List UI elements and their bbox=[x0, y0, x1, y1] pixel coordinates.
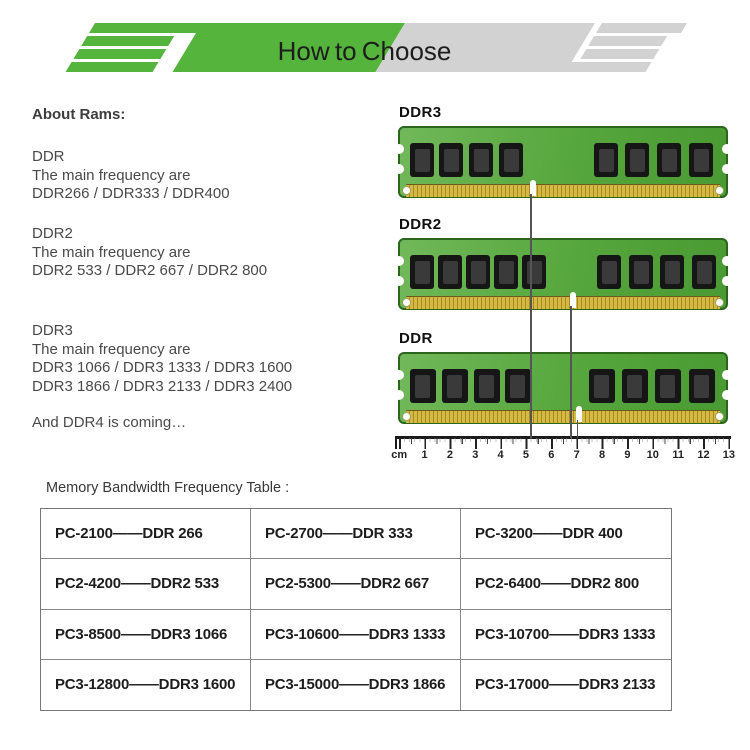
ddr3-line: The main frequency are bbox=[32, 340, 191, 358]
ddr2-line: DDR2 533 / DDR2 667 / DDR2 800 bbox=[32, 262, 268, 279]
green-stripe bbox=[81, 36, 174, 46]
mounting-hole bbox=[402, 412, 411, 421]
mounting-hole bbox=[715, 186, 724, 195]
table-cell: PC3-10700——DDR3 1333 bbox=[461, 610, 671, 660]
ddr3-module-image bbox=[398, 126, 728, 198]
mounting-hole bbox=[402, 186, 411, 195]
table-cell: PC2-4200——DDR2 533 bbox=[41, 559, 251, 609]
ddr2-module-image bbox=[398, 238, 728, 310]
table-cell: PC-3200——DDR 400 bbox=[461, 509, 671, 559]
green-stripe bbox=[66, 62, 159, 72]
ddr-notch-pointer-line bbox=[577, 420, 579, 438]
green-stripe bbox=[73, 49, 166, 59]
mounting-hole bbox=[715, 298, 724, 307]
header-banner bbox=[0, 0, 750, 100]
ddr-module-image bbox=[398, 352, 728, 424]
ddr3-section bbox=[32, 322, 292, 396]
table-cell: PC3-10600——DDR3 1333 bbox=[251, 610, 461, 660]
ddr3-line: DDR3 1866 / DDR3 2133 / DDR3 2400 bbox=[32, 377, 293, 395]
gray-stripe bbox=[558, 62, 652, 72]
gray-stripe bbox=[588, 36, 667, 46]
ruler-labels: cm 1 2 3 4 5 6 7 8 9 10 11 12 13 bbox=[391, 449, 735, 461]
table-cell: PC2-6400——DDR2 800 bbox=[461, 559, 671, 609]
about-heading: About Rams: bbox=[32, 106, 126, 123]
mounting-hole bbox=[402, 298, 411, 307]
table-cell: PC2-5300——DDR2 667 bbox=[251, 559, 461, 609]
ruler-end-tick bbox=[395, 436, 397, 449]
ddr4-footnote: And DDR4 is coming… bbox=[32, 414, 187, 431]
ddr3-module-label: DDR3 bbox=[399, 104, 442, 121]
table-cell: PC-2700——DDR 333 bbox=[251, 509, 461, 559]
ddr2-line: The main frequency are bbox=[32, 243, 191, 261]
ddr3-line: DDR3 1066 / DDR3 1333 / DDR3 1600 bbox=[32, 359, 293, 376]
table-cell: PC3-17000——DDR3 2133 bbox=[475, 676, 656, 694]
table-cell: PC-2100——DDR 266 bbox=[41, 509, 251, 559]
ddr2-title: DDR2 bbox=[32, 225, 73, 242]
gray-stripe bbox=[596, 23, 687, 33]
ddr2-notch-pointer-line bbox=[570, 306, 572, 438]
frequency-table bbox=[40, 508, 672, 711]
ddr-line: DDR266 / DDR333 / DDR400 bbox=[32, 185, 230, 202]
ddr-line: The main frequency are bbox=[32, 166, 191, 184]
table-cell: PC3-15000——DDR3 1866 bbox=[251, 660, 461, 710]
gray-stripe bbox=[580, 49, 659, 59]
banner-title: How to Choose bbox=[277, 36, 452, 66]
table-cell: PC3-12800——DDR3 1600 bbox=[41, 660, 251, 710]
gold-contacts bbox=[406, 296, 720, 309]
table-cell: PC3-8500——DDR3 1066 bbox=[41, 610, 251, 660]
ruler-cm-ticks bbox=[399, 438, 730, 449]
ddr-title: DDR bbox=[32, 148, 65, 165]
gold-contacts bbox=[406, 410, 720, 423]
ddr2-section bbox=[32, 225, 267, 281]
table-heading: Memory Bandwidth Frequency Table : bbox=[46, 480, 290, 496]
mounting-hole bbox=[715, 412, 724, 421]
ddr3-title: DDR3 bbox=[32, 322, 73, 339]
ddr-module-label: DDR bbox=[399, 330, 433, 347]
ddr3-notch-pointer-line bbox=[530, 194, 532, 438]
gold-contacts bbox=[406, 184, 720, 197]
ddr-section bbox=[32, 148, 230, 204]
ddr2-module-label: DDR2 bbox=[399, 216, 442, 233]
